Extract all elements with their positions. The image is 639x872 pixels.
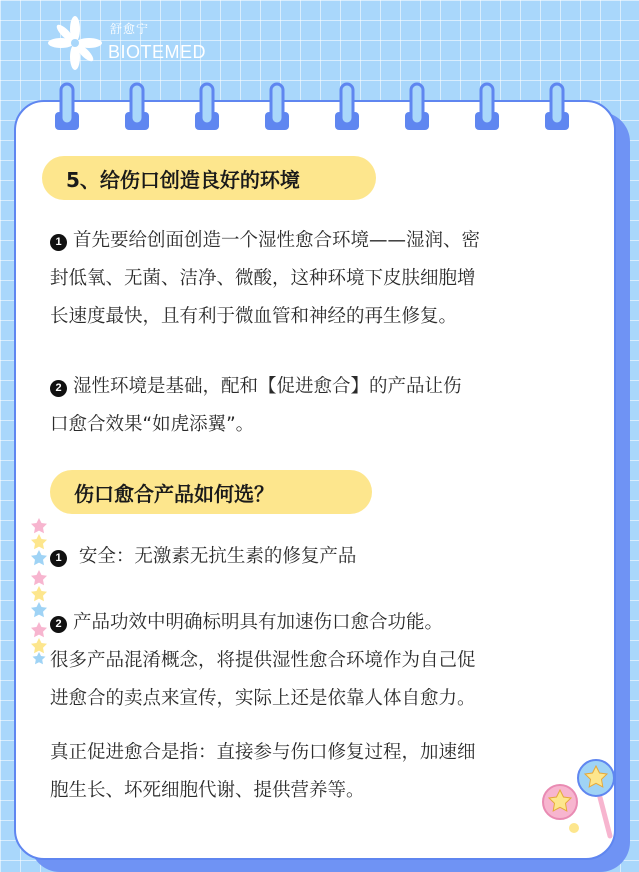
notebook-ring-icon (194, 82, 220, 132)
paragraph-line (50, 222, 595, 260)
paragraph-line: 封低氧、无菌、洁净、微酸，这种环境下皮肤细胞增 (50, 268, 476, 289)
paragraph-line: 进愈合的卖点来宣传，实际上还是依靠人体自愈力。 (50, 688, 476, 709)
section2-conclusion (50, 734, 595, 810)
paragraph-text: 安全：无激素无抗生素的修复产品 (78, 546, 357, 567)
notebook-ring-icon (404, 82, 430, 132)
flower-logo-icon (44, 12, 106, 74)
notebook-ring-icon (264, 82, 290, 132)
notebook-rings (0, 82, 639, 132)
paragraph-line: 长速度最快，且有利于微血管和神经的再生修复。 (50, 306, 458, 327)
star-column-decoration (28, 516, 50, 666)
paragraph-text: 首先要给创面创造一个湿性愈合环境——湿润、密 (73, 230, 481, 251)
number-badge: 2 (50, 380, 67, 397)
paragraph-text: 产品功效中明确标明具有加速伤口愈合功能。 (73, 612, 444, 633)
section1-heading: 5、给伤口创造良好的环境 (42, 156, 376, 200)
notebook-ring-icon (124, 82, 150, 132)
paragraph-line: 真正促进愈合是指：直接参与伤口修复过程，加速细 (50, 742, 476, 763)
brand-name-cn: 舒愈宁 (110, 22, 150, 36)
paragraph-line: 口愈合效果“如虎添翼”。 (50, 414, 255, 435)
number-badge: 2 (50, 616, 67, 633)
section2-point1 (50, 538, 595, 576)
paragraph-line (50, 538, 595, 576)
brand-logo (44, 12, 214, 74)
paragraph-line (50, 604, 595, 642)
number-badge: 1 (50, 550, 67, 567)
star-icon (31, 518, 47, 664)
notebook-ring-icon (474, 82, 500, 132)
number-badge: 1 (50, 234, 67, 251)
paragraph-line: 很多产品混淆概念，将提供湿性愈合环境作为自己促 (50, 650, 476, 671)
section2-heading: 伤口愈合产品如何选？ (50, 470, 372, 514)
section1-point2 (50, 368, 595, 444)
notebook-ring-icon (334, 82, 360, 132)
notebook-ring-icon (54, 82, 80, 132)
section1-point1 (50, 222, 595, 336)
brand-name-en: BIOTEMED (108, 42, 207, 62)
paragraph-text: 湿性环境是基础，配和【促进愈合】的产品让伤 (73, 376, 462, 397)
star-wand-icon (538, 756, 628, 840)
section2-point2 (50, 604, 595, 718)
paragraph-line (50, 368, 595, 406)
notebook-ring-icon (544, 82, 570, 132)
paragraph-line: 胞生长、坏死细胞代谢、提供营养等。 (50, 780, 365, 801)
